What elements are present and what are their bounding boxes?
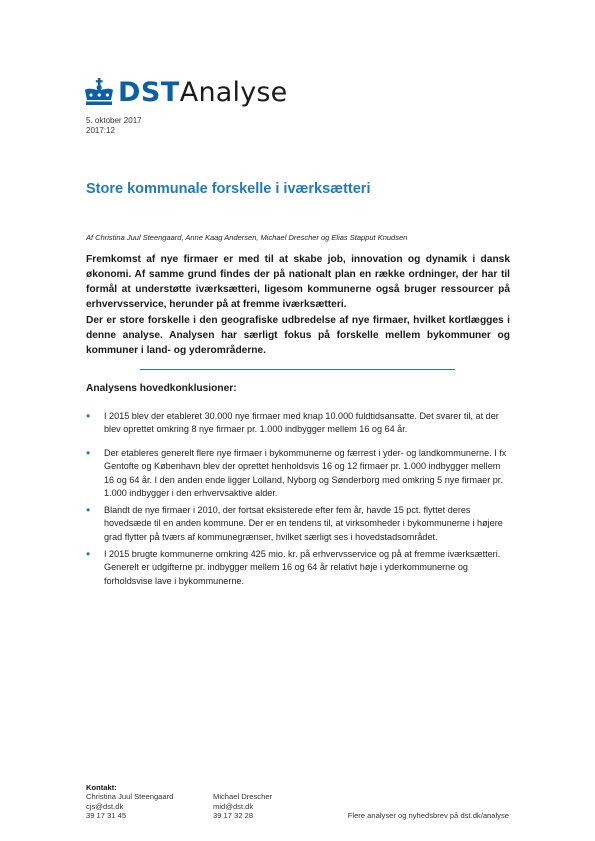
bullet-icon: • [86,503,91,517]
bullet-icon: • [86,446,91,460]
contact-phone: 39 17 31 45 [86,811,127,821]
conclusions-heading: Analysens hovedkonklusioner: [86,383,237,394]
conclusion-item [86,410,510,437]
intro-paragraph-2: Der er store forskelle i den geografiske udbredelse af nye firmaer, hvilket kortlægges i denne analyse. Analysen har særligt fokus på forskelle mellem bykommuner og kommuner i land- og yderområderne. [86,315,510,356]
dst-analyse-logo [82,76,287,110]
contact-email[interactable]: cjs@dst.dk [86,801,124,811]
conclusion-item [86,447,510,500]
publication-meta [86,116,142,136]
contact-phone: 39 17 32 28 [213,811,254,821]
conclusion-item [86,504,510,544]
logo-text-analyse: Analyse [179,77,288,108]
footer-link[interactable]: Flere analyser og nyhedsbrev på dst.dk/analyse [347,811,509,821]
bullet-icon: • [86,547,91,561]
page-title: Store kommunale forskelle i iværksætteri [86,181,371,197]
conclusion-text: I 2015 brugte kommunerne omkring 425 mio. kr. på erhvervsservice og på at fremme iværksætteri. Generelt er udgifterne pr. indbygger mellem 16 og 64 år relativt høje i yderkommunerne og forholdsvise lave i bykommunerne. [104,549,501,586]
contact-label: Kontakt: [86,783,117,792]
conclusion-text: I 2015 blev der etableret 30.000 nye firmaer med knap 10.000 fuldtidsansatte. Det svarer til, at der blev oprettet omkring 8 nye firmaer pr. 1.000 indbygger mellem 16 og 64 år. [104,411,499,435]
bullet-icon: • [86,409,91,423]
authors-line: Af Christina Juul Steengaard, Anne Kaag Andersen, Michael Drescher og Elias Stapput Knudsen [86,233,408,242]
contact-email[interactable]: mid@dst.dk [213,801,254,811]
conclusion-item [86,548,510,588]
publication-issue: 2017:12 [86,126,115,135]
contact-name: Michael Drescher [213,792,273,802]
contact-name: Christina Juul Steengaard [86,792,174,802]
contact-block-1 [86,783,173,821]
intro-paragraph-1: Fremkomst af nye firmaer er med til at skabe job, innovation og dynamik i dansk økonomi. Af samme grund findes der på nationalt plan en række ordninger, der har til formål at understøtte iværksætteri, ligesom kommunerne også bruger ressourcer på erhvervsservice, herunder på at fremme iværksætteri. [86,254,510,310]
crown-icon [82,78,116,108]
logo-text-dst: DST [118,77,180,108]
contact-block-2 [213,792,272,820]
publication-date: 5. oktober 2017 [86,116,142,125]
conclusion-text: Der etableres generelt flere nye firmaer i bykommunerne og færrest i yder- og landkommunerne. I fx Gentofte og København blev der oprettet henholdsvis 16 og 12 firmaer pr. 1.000 indbygger mellem 16 og 64 år. I den anden ende ligger Lolland, Nyborg og Sønderborg med omkring 5 nye firmaer pr. 1.000 indbygger i den erhvervsaktive alder. [104,448,507,498]
divider-line [140,369,455,370]
conclusion-text: Blandt de nye firmaer i 2010, der fortsat eksisterede efter fem år, havde 15 pct. flyttet deres hovedsæde til en anden kommune. Der er en tendens til, at virksomheder i bykommunerne i højere grad flytter på tværs af kommunegrænser, hvilket særligt ses i hovedstadsområdet. [104,505,503,542]
